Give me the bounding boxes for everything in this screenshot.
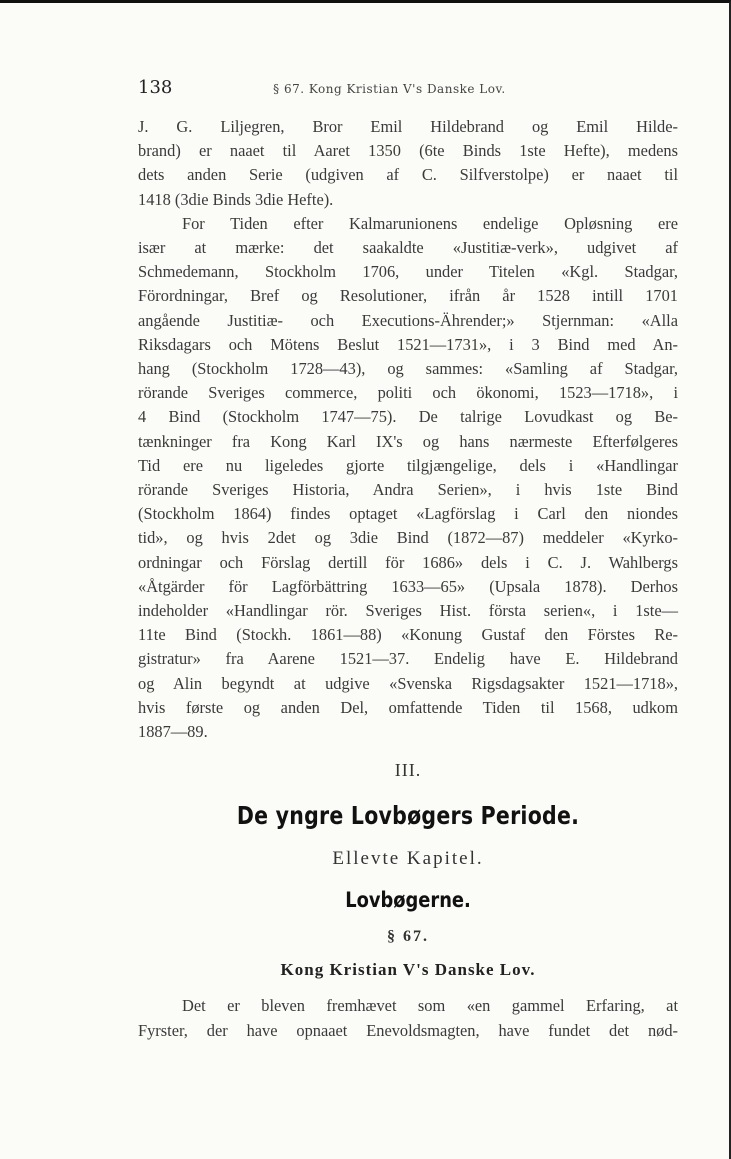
text-line: 11te Bind (Stockh. 1861—88) «Konung Gustaf den Förstes Re-: [138, 625, 678, 645]
text-line: især at mærke: det saakaldte «Justitiæ-verk», udgivet af: [138, 238, 678, 258]
text-line: og Alin begyndt at udgive «Svenska Rigsdagsakter 1521—1718»,: [138, 673, 678, 693]
part-number: III.: [394, 760, 422, 780]
paragraph-1: [138, 115, 678, 212]
text-line: tid», og hvis 2det og 3die Bind (1872—87) meddeler «Kyrko-: [138, 528, 678, 548]
text-line: Fyrster, der have opnaaet Enevoldsmagten, have fundet det nød-: [138, 1021, 678, 1040]
section-mark: § 67.: [387, 928, 429, 945]
running-header: [138, 77, 598, 98]
section-title: Kong Kristian V's Danske Lov.: [280, 960, 536, 979]
chapter-heading: Ellevte Kapitel.: [332, 848, 484, 869]
text-line: rörande Sveriges Historia, Andra Serien», i hvis 1ste Bind: [138, 480, 678, 500]
text-line: rörande Sveriges commerce, politi och ökonomi, 1523—1718», i: [138, 383, 678, 403]
text-line: 4 Bind (Stockholm 1747—75). De talrige Lovudkast og Be-: [138, 407, 678, 427]
text-line: angående Justitiæ- och Executions-Ährender;» Stjernman: «Alla: [138, 310, 678, 330]
running-title: § 67. Kong Kristian V's Danske Lov.: [273, 82, 506, 96]
text-line: hvis første og anden Del, omfattende Tiden til 1568, udkom: [138, 697, 678, 717]
text-line: brand) er naaet til Aaret 1350 (6te Binds 1ste Hefte), medens: [138, 141, 678, 161]
text-line: (Stockholm 1864) findes optaget «Lagförslag i Carl den niondes: [138, 504, 678, 524]
text-line: For Tiden efter Kalmarunionens endelige Opløsning ere: [182, 213, 678, 233]
text-line: Det er bleven fremhævet som «en gammel Erfaring, at: [182, 996, 678, 1015]
text-line: indeholder «Handlingar rör. Sveriges Hist. första serien«, i 1ste—: [138, 601, 678, 621]
closing-paragraph: [138, 993, 678, 1043]
text-line: dets anden Serie (udgiven af C. Silfverstolpe) er naaet til: [138, 165, 678, 185]
text-line: Riksdagars och Mötens Beslut 1521—1731», i 3 Bind med An-: [138, 334, 678, 354]
text-line: Tid ere nu ligeledes gjorte tilgjængelige, dels i «Handlingar: [138, 455, 678, 475]
text-line: «Åtgärder för Lagförbättring 1633—65» (Upsala 1878). Derhos: [138, 576, 678, 596]
text-line: Förordningar, Bref og Resolutioner, ifrån år 1528 intill 1701: [138, 286, 678, 306]
text-line: hang (Stockholm 1728—43), og sammes: «Samling af Stadgar,: [138, 359, 678, 379]
body-text: [138, 115, 678, 744]
chapter-title: Lovbøgerne.: [345, 888, 471, 912]
page-number: 138: [138, 77, 173, 98]
text-line: gistratur» fra Aarene 1521—37. Endelig have E. Hildebrand: [138, 649, 678, 669]
paragraph-2: [138, 212, 678, 744]
text-line: J. G. Liljegren, Bror Emil Hildebrand og Emil Hilde-: [138, 117, 678, 136]
text-line: Schmedemann, Stockholm 1706, under Titelen «Kgl. Stadgar,: [138, 262, 678, 282]
text-line: 1887—89.: [138, 722, 208, 742]
part-title: De yngre Lovbøgers Periode.: [236, 801, 580, 830]
text-line: ordningar och Förslag dertill för 1686» dels i C. J. Wahlbergs: [138, 552, 678, 572]
text-line: tænkninger fra Kong Karl IX's og hans nærmeste Efterfølgeres: [138, 431, 678, 451]
text-line: 1418 (3die Binds 3die Hefte).: [138, 189, 334, 209]
